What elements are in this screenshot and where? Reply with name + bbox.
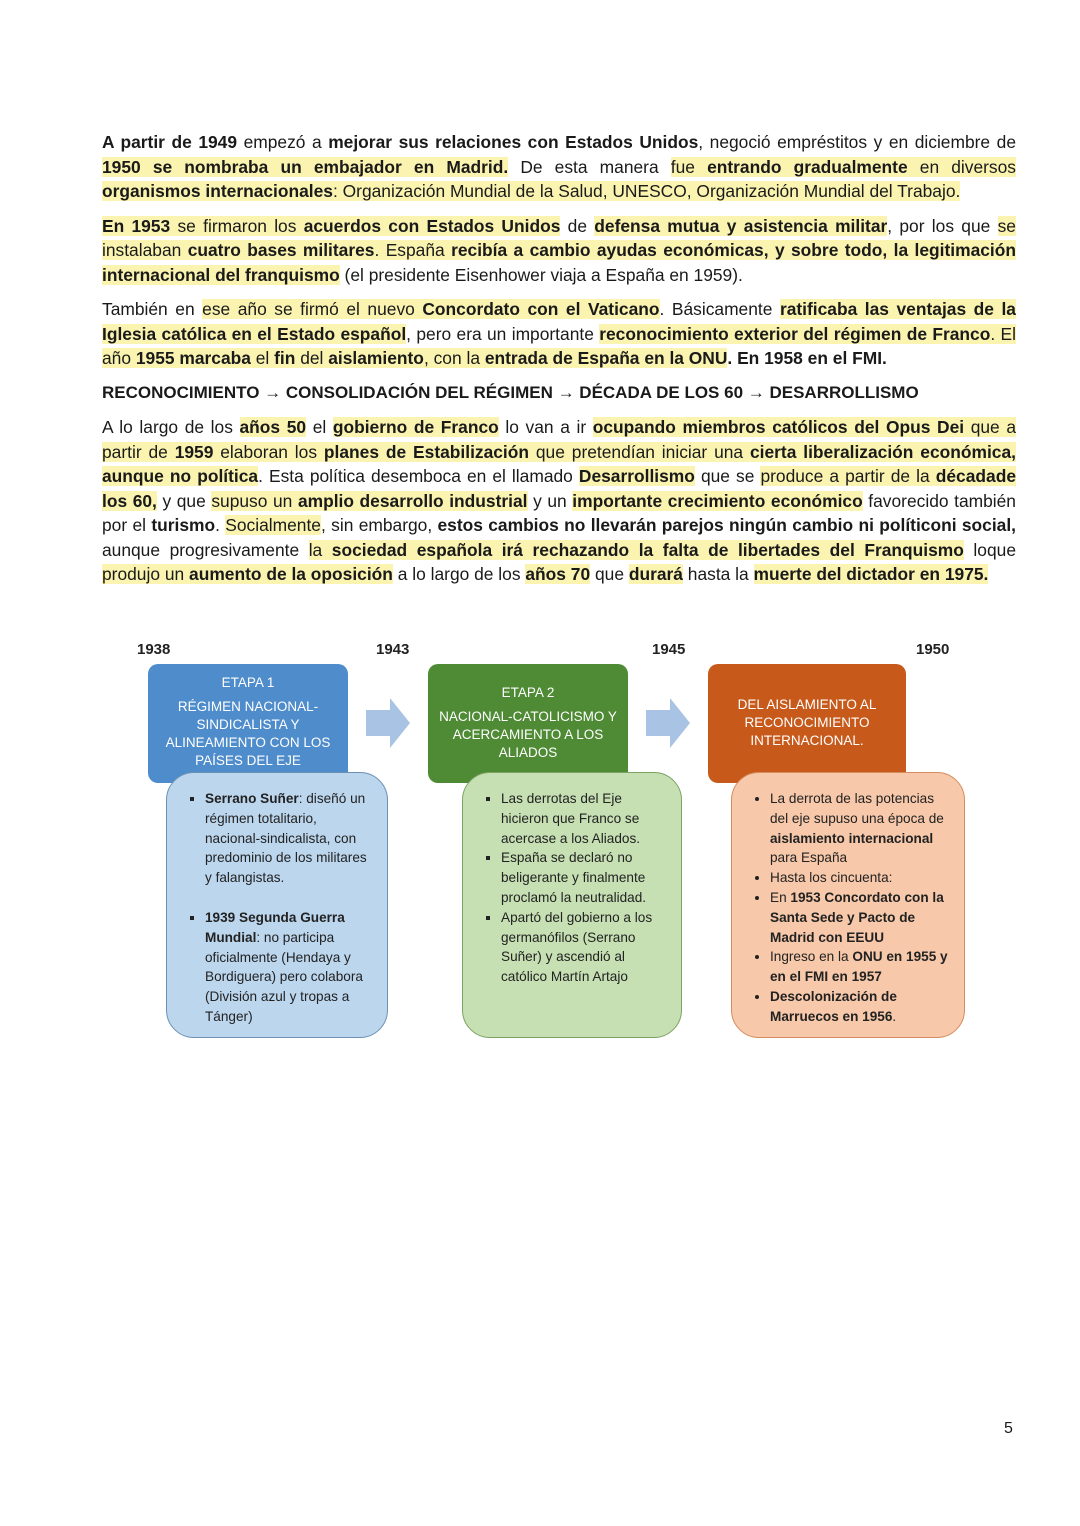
text-span: que [590, 564, 629, 584]
text-span: cuatro bases militares [187, 240, 375, 260]
text-span: hasta la [682, 564, 754, 584]
text-span: de [560, 215, 595, 236]
paragraph-4 [102, 415, 1016, 587]
paragraph-1 [102, 130, 1016, 204]
text-span: . Esta política desemboca en el llamado [258, 466, 579, 486]
text-span: De esta manera [508, 156, 671, 177]
text-span: que pretendían iniciar una [529, 441, 750, 462]
text-span: muerte del dictador en 1975. [753, 564, 989, 584]
text-span: Descolonización de Marruecos en 1956 [770, 988, 897, 1024]
list-item [770, 987, 950, 1027]
text-span: produjo un [102, 564, 190, 584]
year-label: 1943 [376, 641, 410, 658]
text-span: amplio desarrollo industrial [297, 490, 528, 511]
text-span: También en [102, 299, 203, 319]
text-span: ese año se firmó el nuevo [202, 299, 423, 319]
text-span: lo van a ir [498, 417, 593, 437]
text-span: a lo largo de los [392, 564, 526, 584]
text-span: ONU [852, 949, 883, 965]
text-span: que se [694, 466, 761, 486]
text-span: , negoció empréstitos y en diciembre de [698, 132, 1016, 152]
text-span: planes de Estabilización [323, 441, 530, 462]
list-item [205, 789, 373, 888]
text-span: . En 1958 en el FMI. [727, 348, 887, 368]
stage-1-label: ETAPA 1 [221, 675, 275, 690]
text-span: acuerdos con Estados Unidos [303, 215, 561, 236]
text-span: ratificaba las ventajas de la Iglesia católica en el Estado español [102, 299, 1016, 344]
text-span: Concordato con el Vaticano [422, 299, 660, 319]
text-span: cierta liberalización económica, aunque no política [102, 441, 1016, 486]
text-span: ocupando miembros católicos del Opus Dei [592, 417, 965, 437]
text-span: gobierno de Franco [332, 417, 499, 437]
text-span: estos cambios no llevarán parejos ningún cambio ni políticoni social, [437, 515, 1016, 535]
text-span: en 1955 y en el FMI en 1957 [770, 949, 948, 985]
text-span: : Organización Mundial de la Salud, UNESCO, Organización Mundial del Trabajo. [332, 181, 961, 201]
text-span: se instalaban [102, 215, 1016, 260]
text-span: aislamiento [328, 348, 424, 368]
year-label: 1945 [652, 641, 686, 658]
paragraph-3 [102, 297, 1016, 371]
year-label: 1938 [137, 641, 171, 658]
text-span: el [306, 417, 333, 437]
text-span: durará [628, 564, 683, 584]
year-label: 1950 [916, 641, 950, 658]
text-span: que a partir de [102, 417, 1017, 462]
list-item [205, 908, 373, 1027]
list-item: ▪ España se declaró no beligerante y finalmente proclamó la neutralidad. [501, 848, 667, 907]
stage-1-details [166, 772, 388, 1038]
list-item [770, 888, 950, 947]
stage-1-title: RÉGIMEN NACIONAL-SINDICALISTA Y ALINEAMIENTO CON LOS PAÍSES DEL EJE [165, 699, 331, 768]
stage-2-title: NACIONAL-CATOLICISMO Y ACERCAMIENTO A LOS ALIADOS [439, 709, 617, 760]
text-span: y que [156, 490, 212, 511]
stage-1-header [148, 664, 348, 783]
text-span: años 50 [239, 417, 307, 437]
stage-3-title: DEL AISLAMIENTO AL RECONOCIMIENTO INTERNACIONAL. [737, 697, 877, 748]
text-span: , con la [423, 348, 485, 368]
text-span: supuso un [211, 490, 298, 511]
list-item: ▪ Apartó del gobierno a los germanófilos (Serrano Suñer) y ascendió al católico Martín Artajo [501, 908, 667, 987]
body-text [102, 130, 1016, 587]
text-span: 1959 [174, 441, 214, 462]
list-item [770, 947, 950, 987]
stage-3-details [731, 772, 965, 1038]
text-span: . [215, 515, 226, 535]
text-span: se firmaron los [170, 215, 304, 236]
page-number: 5 [1004, 1420, 1013, 1437]
list-item: • Hasta los cincuenta: [770, 868, 950, 888]
text-span: , sin embargo, [320, 515, 438, 535]
text-span: el [250, 348, 275, 368]
list-item: ▪ Las derrotas del Eje hicieron que Franco se acercase a los Aliados. [501, 789, 667, 848]
text-span: 1950 se nombraba un embajador en Madrid. [102, 156, 509, 177]
text-span: del [295, 348, 329, 368]
text-span: La derrota de las potencias del eje supuso una época de [770, 791, 944, 826]
text-span: Ingreso en la [770, 949, 853, 965]
text-span: y un [527, 490, 573, 511]
text-span: elaboran los [213, 441, 324, 462]
text-span: fue [670, 156, 708, 177]
text-span: mejorar sus relaciones con Estados Unidos [328, 132, 699, 152]
section-heading: RECONOCIMIENTO → CONSOLIDACIÓN DEL RÉGIMEN → DÉCADA DE LOS 60 → DESARROLLISMO [102, 382, 919, 402]
text-span: A partir de 1949 [102, 132, 238, 152]
text-span: en diversos [907, 156, 1016, 177]
text-span: En [770, 889, 791, 905]
text-span: A lo largo de los [102, 417, 240, 437]
text-span: (el presidente Eisenhower viaja a España en 1959). [339, 264, 743, 285]
stage-2-label: ETAPA 2 [501, 685, 555, 700]
text-span: empezó a [237, 132, 329, 152]
text-span: , pero era un importante [406, 323, 600, 344]
text-span: favorecido también por el [102, 490, 1016, 535]
text-span: , por los que [887, 215, 998, 236]
stage-3-header [708, 664, 906, 783]
text-span: entrando gradualmente [707, 156, 908, 177]
text-span: recibía a cambio ayudas económicas, y sobre todo, la legitimación internacional del franquismo [102, 240, 1017, 285]
text-span: la [308, 539, 332, 560]
text-span: aunque progresivamente [102, 539, 309, 560]
text-span: En 1953 [102, 215, 171, 236]
text-span: : diseñó un régimen totalitario, nacional-sindicalista, con predominio de los militares y falangistas. [205, 791, 367, 886]
text-span: aumento de la oposición [189, 564, 393, 584]
text-span: . España [374, 240, 452, 260]
text-span: organismos internacionales [102, 181, 333, 201]
text-span: fin [274, 348, 296, 368]
text-span: 1953 Concordato con la Santa Sede y Pacto de Madrid con EEUU [770, 889, 944, 945]
text-span: importante crecimiento económico [572, 490, 863, 511]
text-span: aislamiento internacional [770, 830, 934, 846]
text-span: 1955 marcaba [135, 348, 251, 368]
text-span: . El año [102, 323, 1016, 368]
text-span: para España [770, 850, 848, 866]
text-span: Socialmente [225, 515, 321, 535]
text-span: 1939 Segunda Guerra Mundial [205, 909, 345, 945]
stage-2-details [462, 772, 682, 1038]
text-span: turismo [151, 515, 216, 535]
arrow-right-icon [646, 698, 692, 748]
text-span: décadade los 60, [102, 466, 1016, 511]
text-span: : no participa oficialmente (Hendaya y Bordiguera) pero colabora (División azul y tropas a Tánger) [205, 929, 363, 1024]
text-span: . Básicamente [659, 299, 780, 319]
list-item [770, 789, 950, 868]
text-span: entrada de España en la ONU [484, 348, 728, 368]
text-span: loque [963, 539, 1016, 560]
text-span: Desarrollismo [578, 466, 695, 486]
paragraph-2 [102, 214, 1016, 288]
arrow-right-icon [366, 698, 412, 748]
text-span: . [892, 1008, 897, 1024]
text-span: produce a partir de la [760, 466, 936, 486]
text-span: años 70 [525, 564, 591, 584]
text-span: defensa mutua y asistencia militar [594, 215, 888, 236]
text-span: reconocimiento exterior del régimen de Franco [599, 323, 991, 344]
stage-2-header [428, 664, 628, 783]
text-span: sociedad española irá rechazando la falta de libertades del Franquismo [331, 539, 964, 560]
text-span: Serrano Suñer [205, 791, 299, 806]
